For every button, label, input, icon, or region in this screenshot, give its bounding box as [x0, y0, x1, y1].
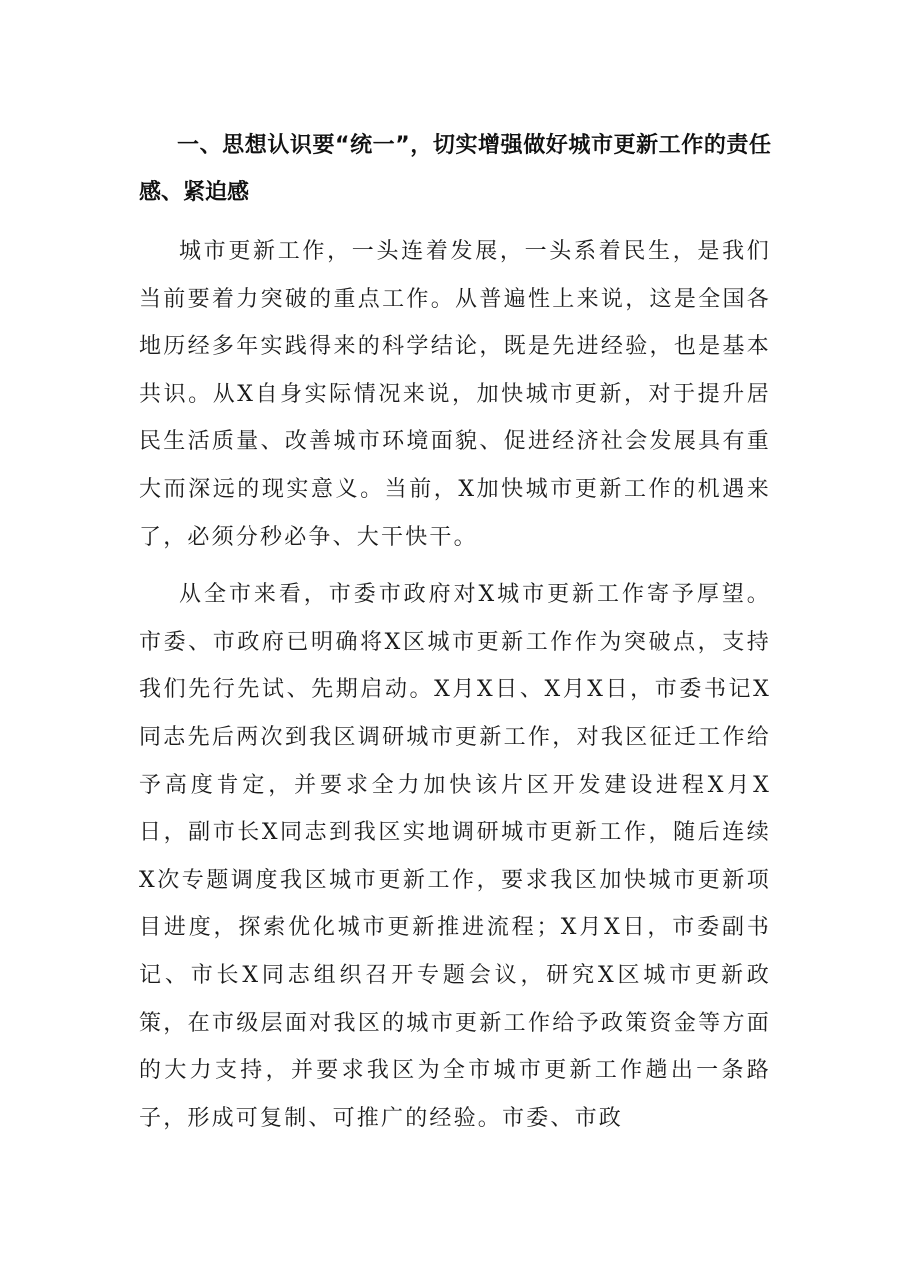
section-heading: 一、思想认识要“统一”，切实增强做好城市更新工作的责任感、紧迫感 — [139, 133, 771, 205]
body-paragraph-1: 城市更新工作，一头连着发展，一头系着民生，是我们当前要着力突破的重点工作。从普遍性上来说，这是全国各地历经多年实践得来的科学结论，既是先进经验，也是基本共识。从X自身实际情况来说，加快城市更新，对于提升居民生活质量、改善城市环境面貌、促进经济社会发展具有重大而深远的现实意义。当前，X加快城市更新工作的机遇来了，必须分秒必争、大干快干。 — [139, 239, 771, 550]
document-body — [139, 122, 771, 1142]
body-paragraph-2: 从全市来看，市委市政府对X城市更新工作寄予厚望。市委、市政府已明确将X区城市更新工作作为突破点，支持我们先行先试、先期启动。X月X日、X月X日，市委书记X同志先后两次到我区调研城市更新工作，对我区征迁工作给予高度肯定，并要求全力加快该片区开发建设进程X月X日，副市长X同志到我区实地调研城市更新工作，随后连续X次专题调度我区城市更新工作，要求我区加快城市更新项目进度，探索优化城市更新推进流程；X月X日，市委副书记、市长X同志组织召开专题会议，研究X区城市更新政策，在市级层面对我区的城市更新工作给予政策资金等方面的大力支持，并要求我区为全市城市更新工作趟出一条路子，形成可复制、可推广的经验。市委、市政 — [139, 582, 771, 1131]
